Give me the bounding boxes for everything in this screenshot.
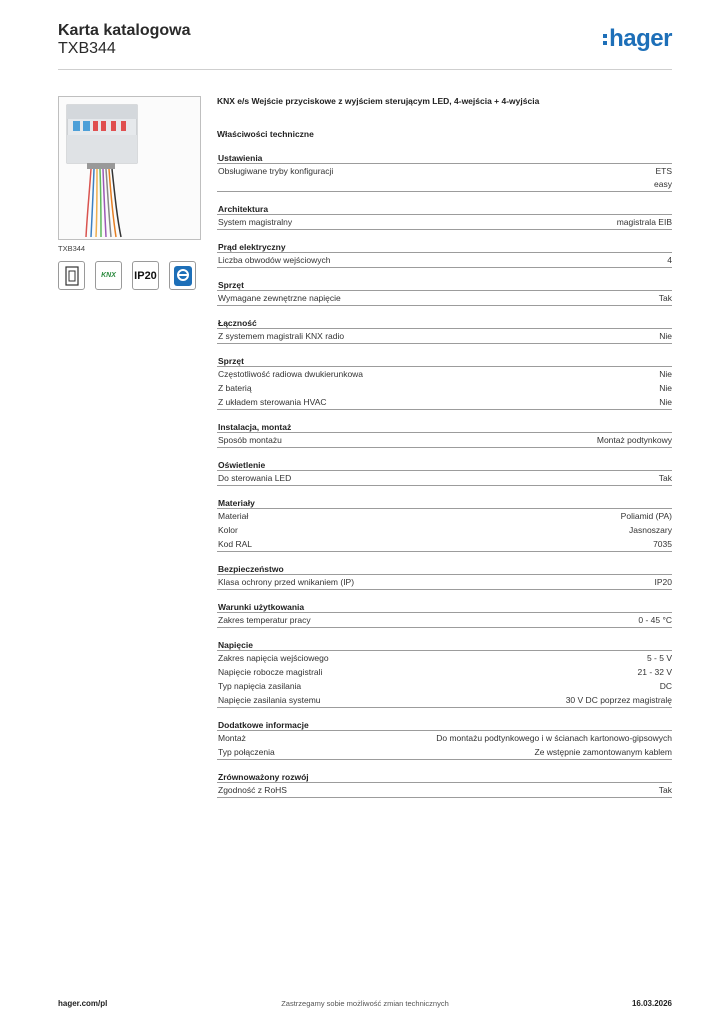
spec-value [354, 576, 672, 589]
spec-group-title: Architektura [217, 203, 672, 215]
spec-group-title: Zrównoważony rozwój [217, 771, 672, 783]
spec-value-line: DC [659, 681, 672, 691]
spec-value-line: 30 V DC poprzez magistralę [565, 695, 672, 705]
spec-rows [217, 367, 672, 410]
spec-value [246, 732, 672, 745]
spec-group [217, 317, 672, 344]
spec-groups [217, 152, 672, 798]
product-code: TXB344 [58, 40, 116, 57]
spec-value-line: 0 - 45 °C [638, 615, 672, 625]
spec-group-title: Bezpieczeństwo [217, 563, 672, 575]
spec-row [217, 215, 672, 229]
spec-value-line: Tak [658, 785, 672, 795]
spec-row [217, 509, 672, 523]
spec-value-line: Tak [658, 293, 672, 303]
spec-value [327, 396, 673, 409]
spec-row [217, 731, 672, 745]
spec-value [252, 382, 672, 395]
spec-rows [217, 215, 672, 230]
spec-value [252, 538, 672, 551]
spec-group-title: Ustawienia [217, 152, 672, 164]
spec-row [217, 575, 672, 589]
spec-value-line: Montaż podtynkowy [596, 435, 672, 445]
footer-website[interactable]: hager.com/pl [58, 999, 108, 1008]
product-illustration-icon [59, 97, 201, 240]
spec-panel [217, 95, 672, 798]
spec-value-line: magistrala EIB [616, 217, 672, 227]
spec-value-line: 21 - 32 V [637, 667, 672, 677]
spec-label: Częstotliwość radiowa dwukierunkowa [218, 369, 364, 379]
spec-row [217, 679, 672, 693]
spec-group [217, 639, 672, 708]
spec-rows [217, 783, 672, 798]
spec-group-title: Instalacja, montaż [217, 421, 672, 433]
spec-group [217, 203, 672, 230]
spec-label: Typ napięcia zasilania [218, 681, 302, 691]
spec-label: Napięcie robocze magistrali [218, 667, 323, 677]
spec-label: Do sterowania LED [218, 473, 292, 483]
spec-value-line: Do montażu podtynkowego i w ścianach kartonowo-gipsowych [436, 733, 672, 743]
knx-logo-icon: KNX [95, 261, 122, 290]
spec-row [217, 291, 672, 305]
spec-row [217, 381, 672, 395]
spec-label: Kod RAL [218, 539, 253, 549]
spec-group [217, 152, 672, 192]
spec-rows [217, 731, 672, 760]
spec-value-line: Poliamid (PA) [620, 511, 672, 521]
spec-row [217, 395, 672, 409]
spec-value-line: 4 [667, 255, 672, 265]
spec-value [287, 784, 672, 797]
spec-value-line: ETS [655, 166, 672, 176]
device-outline-icon [58, 261, 85, 290]
product-panel [58, 96, 201, 290]
spec-label: Z systemem magistrali KNX radio [218, 331, 345, 341]
spec-value [301, 680, 672, 693]
spec-row [217, 613, 672, 627]
hager-logo [603, 25, 672, 53]
spec-row [217, 693, 672, 707]
spec-group-title: Prąd elektryczny [217, 241, 672, 253]
product-image [58, 96, 201, 240]
spec-group [217, 719, 672, 760]
spec-group [217, 601, 672, 628]
spec-value [282, 434, 672, 447]
spec-row [217, 783, 672, 797]
spec-value [291, 472, 672, 485]
spec-rows [217, 253, 672, 268]
spec-group-title: Sprzęt [217, 355, 672, 367]
spec-value-line: Nie [659, 331, 672, 341]
spec-label: Napięcie zasilania systemu [218, 695, 321, 705]
spec-group [217, 421, 672, 448]
spec-group-title: Dodatkowe informacje [217, 719, 672, 731]
configuration-e-icon [169, 261, 196, 290]
spec-value-line: 5 - 5 V [646, 653, 672, 663]
spec-label: Z baterią [218, 383, 252, 393]
spec-label: Liczba obwodów wejściowych [218, 255, 331, 265]
spec-group-title: Materiały [217, 497, 672, 509]
spec-rows [217, 509, 672, 552]
spec-value [321, 694, 672, 707]
spec-group-title: Łączność [217, 317, 672, 329]
spec-label: Kolor [218, 525, 238, 535]
spec-group [217, 459, 672, 486]
spec-label: Typ połączenia [218, 747, 275, 757]
product-description: KNX e/s Wejście przyciskowe z wyjściem sterującym LED, 4-wejścia + 4-wyjścia [217, 96, 540, 106]
spec-group [217, 563, 672, 590]
spec-value-line: 7035 [653, 539, 672, 549]
footer-date: 16.03.2026 [631, 999, 672, 1008]
spec-value-line: Jasnoszary [629, 525, 672, 535]
spec-value-line: easy [654, 179, 672, 189]
spec-row [217, 471, 672, 485]
spec-value [238, 524, 672, 537]
spec-value-line: Nie [659, 383, 672, 393]
spec-row [217, 433, 672, 447]
spec-label: Wymagane zewnętrzne napięcie [218, 293, 341, 303]
spec-value [363, 368, 672, 381]
spec-row [217, 537, 672, 551]
spec-label: Montaż [218, 733, 246, 743]
spec-group [217, 771, 672, 798]
spec-rows [217, 291, 672, 306]
page-header [58, 20, 672, 70]
spec-row [217, 665, 672, 679]
spec-group [217, 279, 672, 306]
spec-value [311, 614, 672, 627]
document-title: Karta katalogowa [58, 22, 191, 39]
spec-group-title: Oświetlenie [217, 459, 672, 471]
spec-value [329, 652, 672, 665]
spec-group-title: Napięcie [217, 639, 672, 651]
spec-value [322, 666, 672, 679]
spec-label: Sposób montażu [218, 435, 282, 445]
logo-text: hager [609, 25, 672, 52]
spec-row [217, 745, 672, 759]
spec-rows [217, 433, 672, 448]
spec-group [217, 497, 672, 552]
spec-value [275, 746, 672, 759]
spec-rows [217, 471, 672, 486]
spec-label: System magistralny [218, 217, 293, 227]
spec-group [217, 355, 672, 410]
spec-value [330, 254, 672, 267]
product-caption: TXB344 [58, 244, 86, 253]
spec-label: Materiał [218, 511, 249, 521]
spec-label: Klasa ochrony przed wnikaniem (IP) [218, 577, 355, 587]
spec-rows [217, 575, 672, 590]
spec-group [217, 241, 672, 268]
spec-row [217, 651, 672, 665]
spec-label: Zakres temperatur pracy [218, 615, 311, 625]
spec-rows [217, 164, 672, 192]
ip20-icon: IP20 [132, 261, 159, 290]
badge-row [58, 261, 201, 290]
spec-row [217, 329, 672, 343]
spec-value [248, 510, 672, 523]
spec-value-line: Ze wstępnie zamontowanym kablem [534, 747, 672, 757]
logo-dots-icon [603, 34, 607, 45]
spec-rows [217, 613, 672, 628]
spec-label: Z układem sterowania HVAC [218, 397, 327, 407]
spec-row [217, 367, 672, 381]
spec-row [217, 523, 672, 537]
footer-disclaimer: Zastrzegamy sobie możliwość zmian technicznych [281, 999, 449, 1008]
spec-value [292, 216, 672, 229]
spec-value [344, 330, 672, 343]
spec-rows [217, 651, 672, 708]
spec-value [341, 292, 672, 305]
spec-value-line: IP20 [654, 577, 672, 587]
spec-group-title: Warunki użytkowania [217, 601, 672, 613]
spec-label: Zgodność z RoHS [218, 785, 287, 795]
spec-value-line: Tak [658, 473, 672, 483]
tech-properties-heading: Właściwości techniczne [217, 129, 314, 139]
spec-row [217, 253, 672, 267]
spec-value-line: Nie [659, 369, 672, 379]
spec-label: Zakres napięcia wejściowego [218, 653, 329, 663]
spec-rows [217, 329, 672, 344]
spec-row [217, 164, 672, 191]
page-footer [58, 999, 672, 1011]
spec-value [333, 165, 672, 191]
spec-value-line: Nie [659, 397, 672, 407]
spec-group-title: Sprzęt [217, 279, 672, 291]
spec-label: Obsługiwane tryby konfiguracji [218, 166, 334, 176]
